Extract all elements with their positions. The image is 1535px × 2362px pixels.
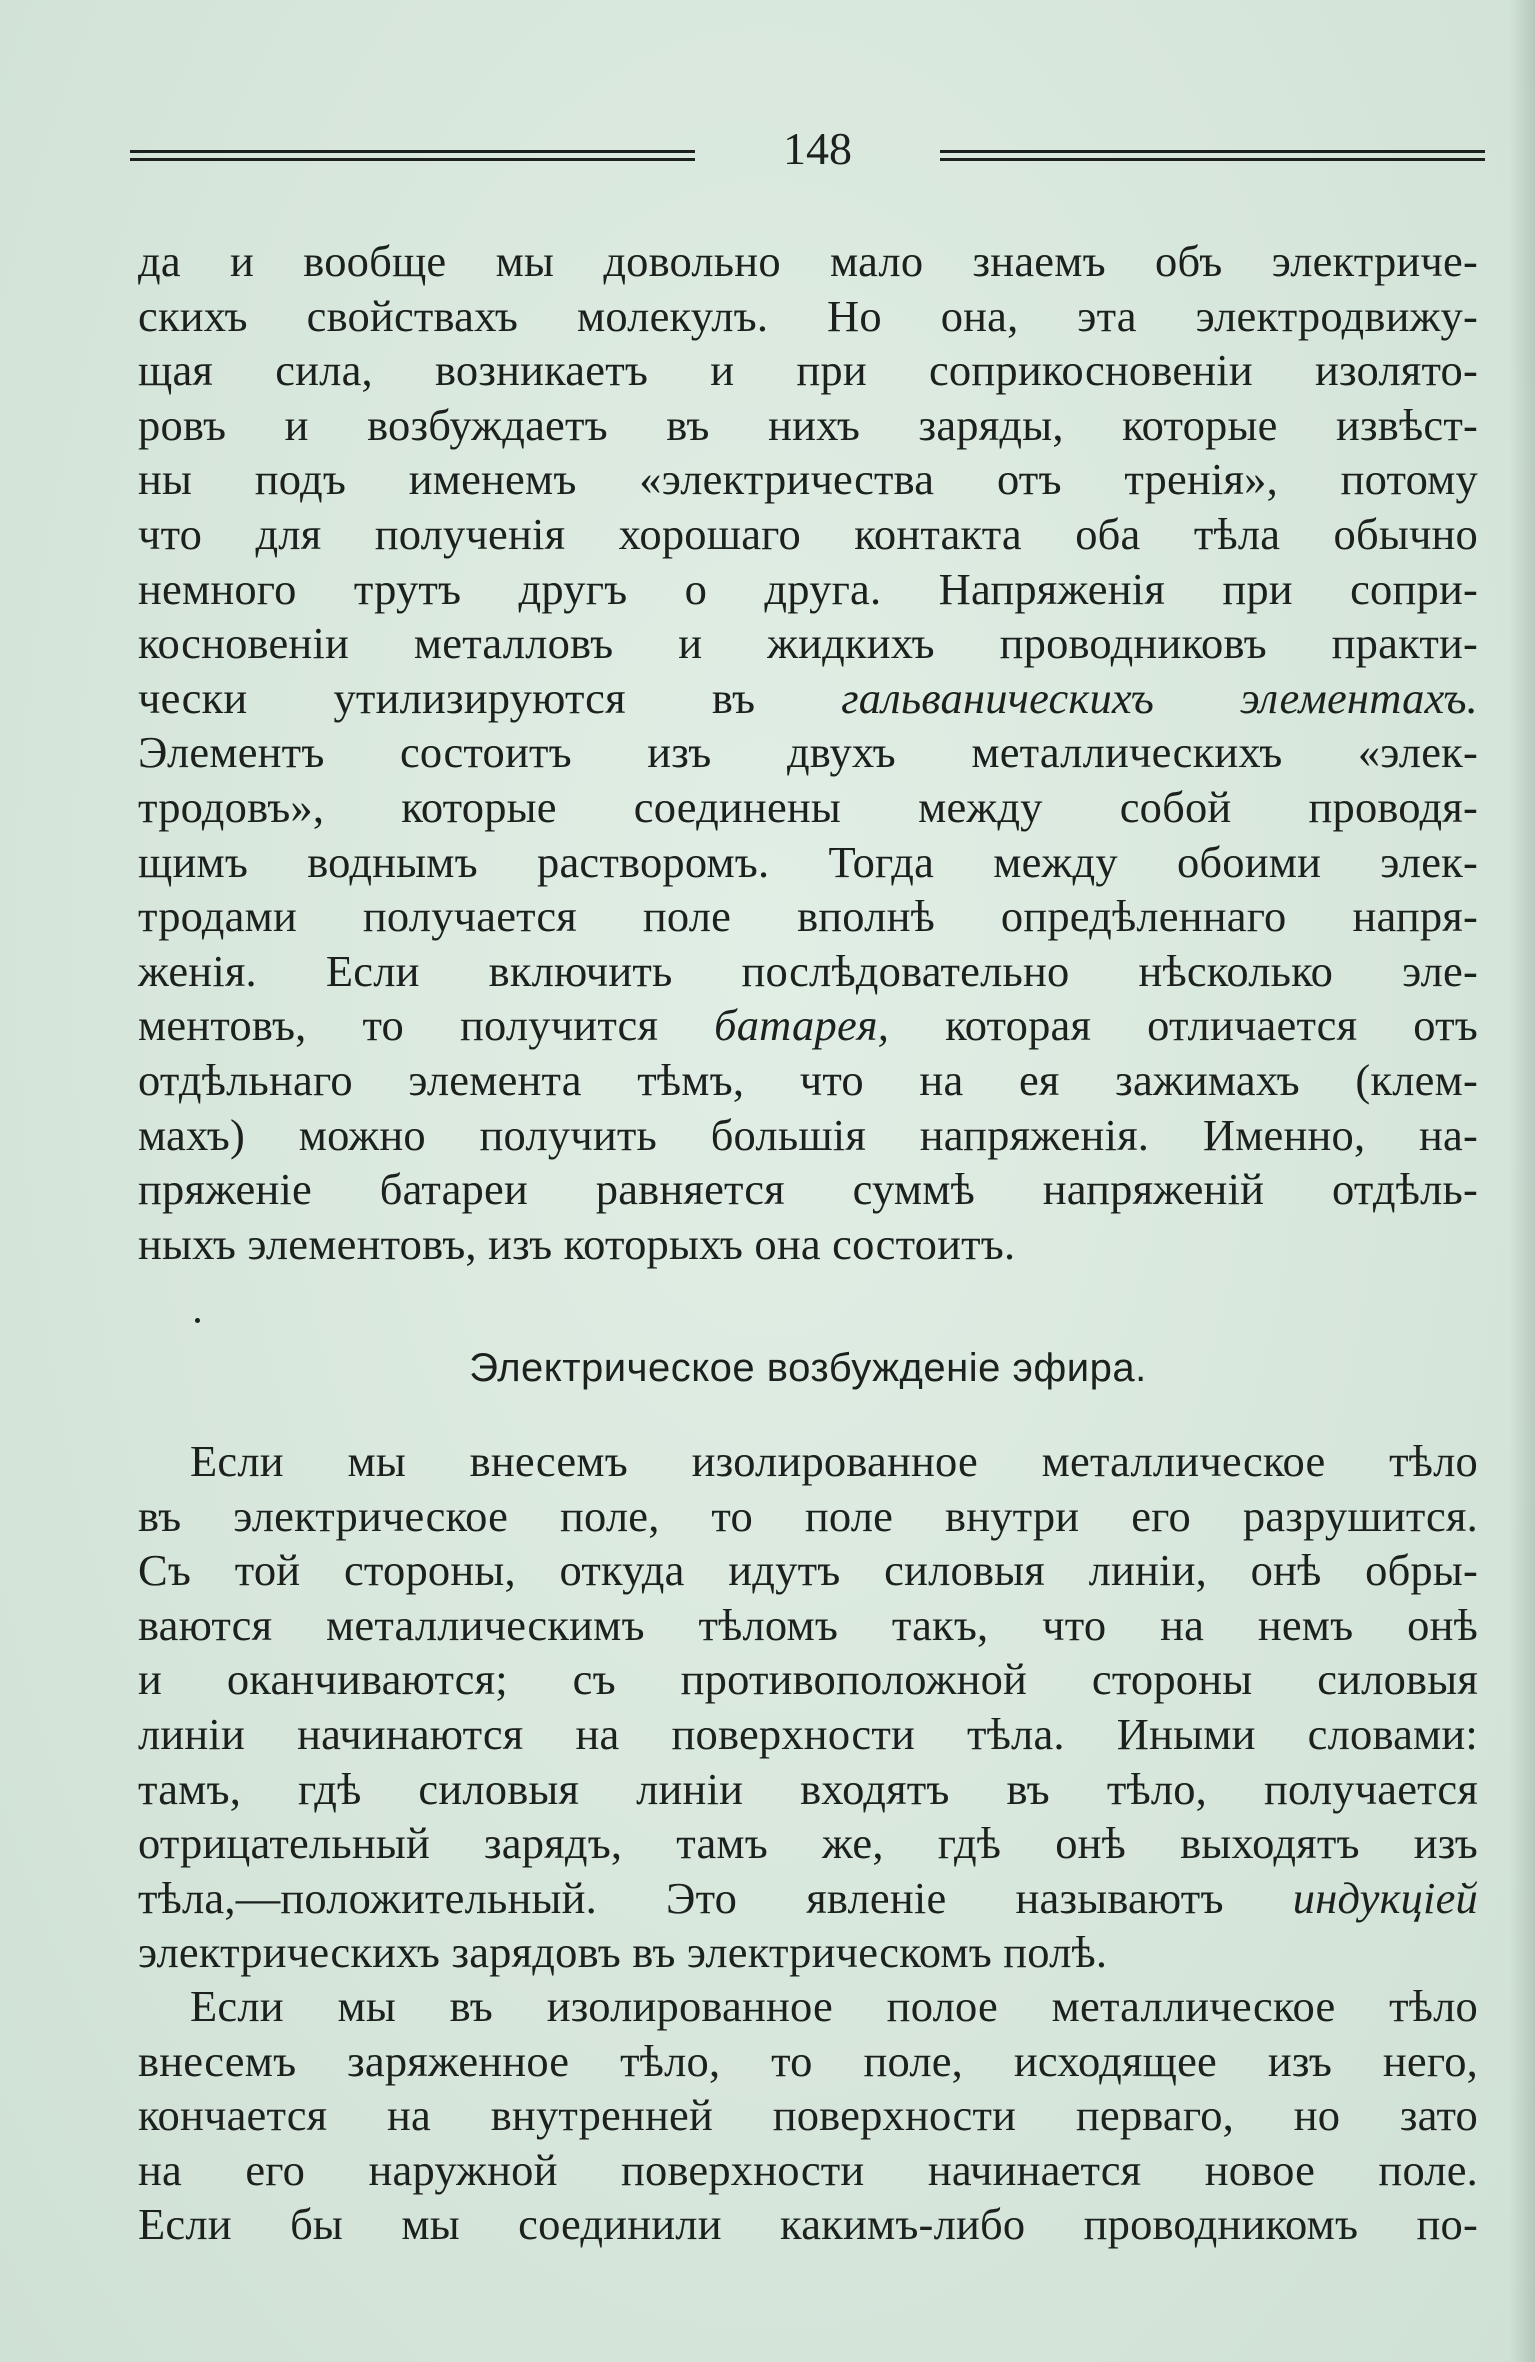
- text-span: чески утилизируются въ: [138, 672, 842, 723]
- text-line: отрицательный зарядъ, тамъ же, гдѣ онѣ выходятъ изъ: [138, 1818, 1478, 1869]
- text-line: ныхъ элементовъ, изъ которыхъ она состоитъ.: [138, 1218, 1016, 1269]
- text-line: линiи начинаются на поверхности тѣла. Иными словами:: [138, 1708, 1478, 1759]
- text-line: немного трутъ другъ о друга. Напряженiя при сопри-: [138, 563, 1478, 614]
- text-line: Если мы внесемъ изолированное металлическое тѣло: [190, 1436, 1478, 1486]
- section-title: Электрическое возбужденiе эфира.: [469, 1346, 1147, 1390]
- text-span: ментовъ, то получится: [138, 1000, 715, 1051]
- text-line: Если мы въ изолированное полое металлическое тѣло: [190, 1981, 1478, 2031]
- page-number: 148: [783, 123, 852, 174]
- text-line: внесемъ заряженное тѣло, то поле, исходящее изъ него,: [138, 2035, 1478, 2086]
- text-line: на его наружной поверхности начинается новое поле.: [138, 2144, 1478, 2195]
- text-line: и оканчиваются; съ противоположной стороны силовыя: [138, 1654, 1478, 1705]
- text-line: тродами получается поле вполнѣ опредѣленнаго напря-: [138, 891, 1478, 942]
- text-line: отдѣльнаго элемента тѣмъ, что на ея зажимахъ (клем-: [138, 1054, 1478, 1105]
- header-rule-right: [940, 150, 1485, 161]
- text-line: Съ той стороны, откуда идутъ силовыя линiи, онѣ обры-: [138, 1545, 1478, 1596]
- text-line: скихъ свойствахъ молекулъ. Но она, эта электродвижу-: [138, 290, 1478, 341]
- text-line: въ электрическое поле, то поле внутри его разрушится.: [138, 1490, 1478, 1541]
- text-line: что для полученiя хорошаго контакта оба тѣла обычно: [138, 508, 1478, 559]
- italic-term: индукцiей: [1292, 1872, 1478, 1923]
- text-line: [138, 1871, 1478, 1926]
- text-span: тѣла,—положительный. Это явленiе называютъ: [138, 1872, 1293, 1923]
- print-speck: [195, 1318, 200, 1323]
- text-line: махъ) можно получить большiя напряженiя. Именно, на-: [138, 1109, 1478, 1160]
- text-line: да и вообще мы довольно мало знаемъ объ электриче-: [138, 236, 1478, 286]
- italic-term: гальваническихъ элементахъ.: [841, 672, 1478, 723]
- text-line: [138, 998, 1478, 1053]
- text-line: пряженiе батареи равняется суммѣ напряженiй отдѣль-: [138, 1164, 1478, 1215]
- text-line: ны подъ именемъ «электричества отъ тренiя», потому: [138, 454, 1478, 505]
- text-line: щая сила, возникаетъ и при соприкосновенiи изолято-: [138, 345, 1478, 396]
- text-line: ровъ и возбуждаетъ въ нихъ заряды, которые извѣст-: [138, 399, 1478, 450]
- text-line: тамъ, гдѣ силовыя линiи входятъ въ тѣло, получается: [138, 1763, 1478, 1814]
- header-rule-left: [130, 150, 695, 161]
- text-line: женiя. Если включить послѣдовательно нѣсколько эле-: [138, 945, 1478, 996]
- text-line: кончается на внутренней поверхности перваго, но зато: [138, 2090, 1478, 2141]
- paragraph-3: [138, 1979, 1478, 2252]
- text-line: Элементъ состоитъ изъ двухъ металлическихъ «элек-: [138, 727, 1478, 778]
- italic-term: батарея,: [714, 1000, 890, 1051]
- text-line: косновенiи металловъ и жидкихъ проводниковъ практи-: [138, 618, 1478, 669]
- paragraph-2: [138, 1434, 1478, 1980]
- text-line: электрическихъ зарядовъ въ электрическомъ полѣ.: [138, 1927, 1108, 1978]
- text-line: щимъ воднымъ растворомъ. Тогда между обоими элек-: [138, 836, 1478, 887]
- text-line: [138, 671, 1478, 726]
- running-header: [130, 120, 1485, 190]
- text-line: тродовъ», которые соединены между собой проводя-: [138, 781, 1478, 832]
- page-edge-shadow: [1509, 0, 1535, 2362]
- paragraph-1: [138, 234, 1478, 1271]
- text-line: ваются металлическимъ тѣломъ такъ, что на немъ онѣ: [138, 1599, 1478, 1650]
- text-line: Если бы мы соединили какимъ-либо проводникомъ по-: [138, 2199, 1478, 2250]
- text-span: которая отличается отъ: [889, 1000, 1478, 1051]
